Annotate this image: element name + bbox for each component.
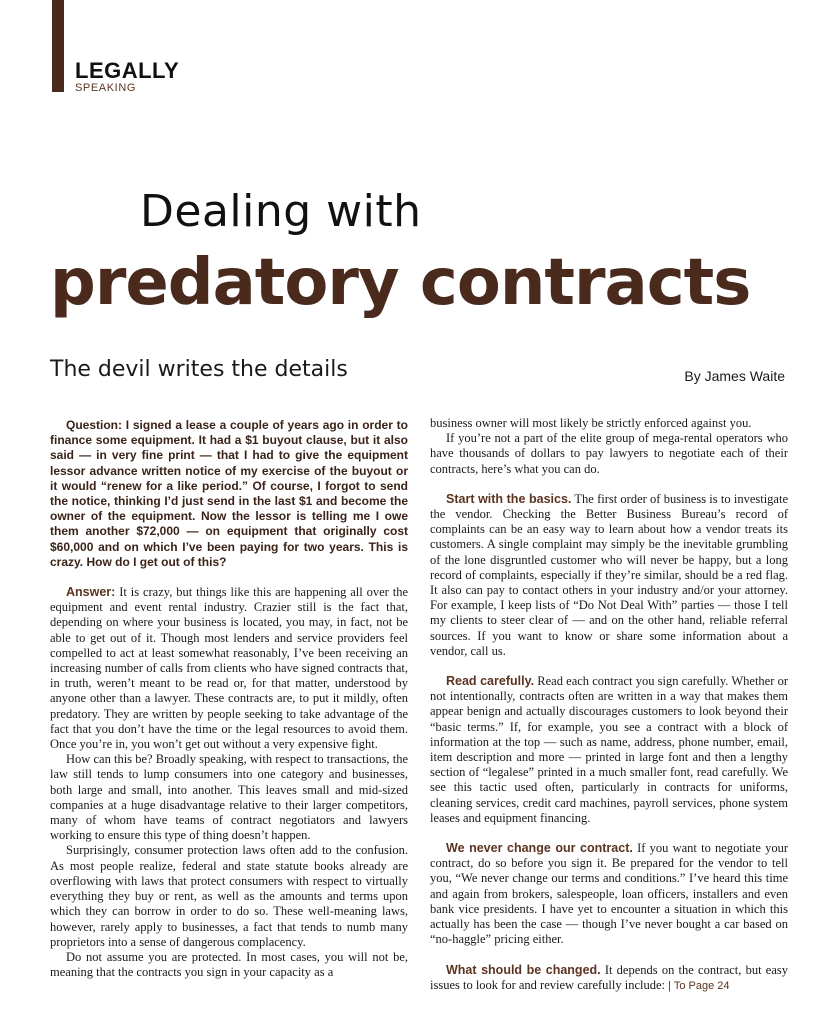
article-column-left [50,418,408,980]
continued-jump-link[interactable]: | To Page 24 [668,979,730,992]
section-title: LEGALLY [75,58,180,83]
basics-paragraph [430,492,788,659]
right-paragraph-2: If you’re not a part of the elite group of mega-rental operators who have thousands of dollars to pay lawyers to negotiate each of their contracts, here’s what you can do. [430,431,788,476]
changed-paragraph [430,963,788,994]
basics-lead: Start with the basics. [446,491,572,506]
never-lead: We never change our contract. [446,841,633,856]
right-paragraph-1: business owner will most likely be strictly enforced against you. [430,416,752,430]
read-text: Read each contract you sign carefully. Whether or not intentionally, contracts often are written in a way that makes them appear benign and actually discourages customers to look beyond their “basic terms.” If, for example, you see a contract with a block of information at the top — such as name, address, phone number, email, item description and more — printed in large font and then a lengthy section of “legalese” printed in a much smaller font, read carefully. We see this tactic used often, particularly in contracts for uniforms, cleaning services, credit card machines, payroll services, phone system leases and equipment financing. [430,674,788,825]
basics-text: The first order of business is to investigate the vendor. Checking the Better Business Bureau’s record of complaints can be an easy way to learn about how a vendor treats its customers. A single complaint may simply be the inevitable grumbling of the lone disgruntled customer who will never be happy, but a long record of complaints, especially if they’re similar, should be a red flag. It also can pay to contact others in your industry and/or your attorney. For example, I keep lists of “Do Not Deal With” parties — those I tell my clients to steer clear of — and on the other hand, reliable referral sources. If you want to know or share some information about a vendor, call us. [430,491,788,658]
answer-paragraph-3: Surprisingly, consumer protection laws often add to the confusion. As most people realize, federal and state statute books already are overflowing with laws that protect consumers with respect to virtually everything they buy or rent, as well as the amounts and terms upon which they can borrow in order to do so. These well-meaning laws, however, rarely apply to businesses, a fact that tends to numb many proprietors into a sense of dangerous complacency. [50,843,408,949]
headline-line-1: Dealing with [140,186,422,237]
article-subhead: The devil writes the details [50,357,348,382]
section-accent-bar [52,0,64,92]
article-byline: By James Waite [684,368,785,384]
article-column-right [430,416,788,994]
answer-paragraph-1 [50,585,408,752]
answer-lead: Answer: [66,585,116,600]
answer-paragraph-2: How can this be? Broadly speaking, with respect to transactions, the law still tends to lump consumers into one category and businesses, both large and small, into another. This leaves small and mid-sized companies at a huge disadvantage relative to their larger competitors, many of whom have teams of contract negotiators and lawyers working to ensure this type of thing doesn’t happen. [50,752,408,843]
changed-lead: What should be changed. [446,962,601,977]
answer-text-1: It is crazy, but things like this are happening all over the equipment and event rental industry. Crazier still is the fact that, depending on where your business is located, you may, in fact, not be able to get out of it. Though most lenders and service providers feel compelled to act at least somewhat reasonably, I’ve been receiving an increasing number of calls from clients who have signed contracts that, in truth, weren’t meant to be read or, for that matter, understood by anyone other than a lawyer. These contracts are, to put it mildly, often predatory. They are written by people seeking to take advantage of the fact that you don’t have the time or the legal resources to avoid them. Once you’re in, you won’t get out without a very expensive fight. [50,585,408,752]
headline-line-2: predatory contracts [50,246,751,320]
reader-question: Question: I signed a lease a couple of years ago in order to finance some equipment. It had a $1 buyout clause, but it also said — in very fine print — that I had to give the equipment lessor advance written notice of my exercise of the buyout or it would “renew for a like period.” Of course, I forgot to send the notice, thinking I’d just send in the last $1 and become the owner of the equipment. Now the lessor is telling me I owe them another $72,000 — on equipment that originally cost $60,000 and on which I’ve been paying for two years. This is crazy. How do I get out of this? [50,418,408,569]
changed-text: It depends on the contract, but easy issues to look for and review carefully include: [430,962,788,992]
section-subtitle: SPEAKING [75,82,137,94]
answer-paragraph-4: Do not assume you are protected. In most cases, you will not be, meaning that the contracts you sign in your capacity as a [50,949,408,980]
read-paragraph [430,674,788,826]
never-paragraph [430,841,788,947]
never-text: If you want to negotiate your contract, do so before you sign it. Be prepared for the vendor to tell you, “We never change our terms and conditions.” I’ve heard this time and again from brokers, salespeople, loan officers, installers and even bank vice presidents. I have yet to encounter a situation in which this actually has been the case — though I’ve never bought a car based on “no-haggle” pricing either. [430,841,789,947]
read-lead: Read carefully. [446,674,535,689]
